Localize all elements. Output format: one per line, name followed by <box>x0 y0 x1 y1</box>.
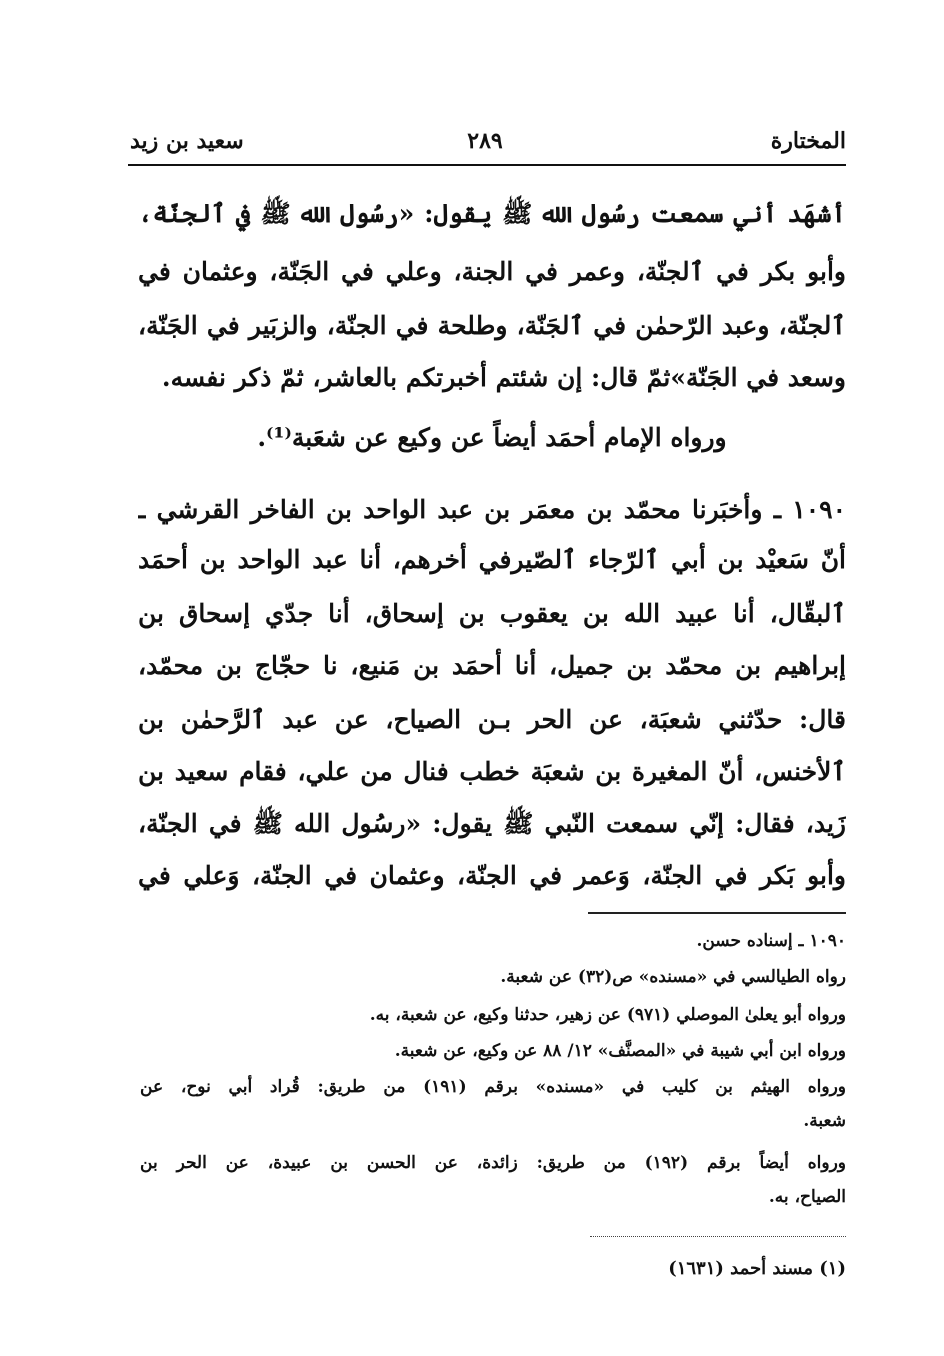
reference-separator <box>590 1236 846 1237</box>
hadith-number-line: ١٠٩٠ ـ وأخبَرنا محمّد بن معمَر بن عبد الواحد بن الفاخر القرشي ـ <box>138 495 846 524</box>
body-line: زَيد، فقال: إنّي سمعت النّبي ﷺ يقول: «رسُول الله ﷺ في الجنّة، <box>138 809 846 838</box>
running-title-chapter: سعيد بن زيد <box>130 128 244 154</box>
footnote-line: رواه الطيالسي في «مسنده» ص(٣٢) عن شعبة. <box>500 967 846 987</box>
footnote-line: ١٠٩٠ ـ إسناده حسن. <box>696 931 846 951</box>
footnote-line: ورواه ابن أبي شيبة في «المصنَّف» ١٢/ ٨٨ عن وكيع، عن شعبة. <box>394 1041 846 1061</box>
body-line: أشهَد أني سمعت رسُول الله ﷺ يقول: «رسُول الله ﷺ في ٱلجنّة، <box>138 199 846 228</box>
body-line: إبراهيم بن محمّد بن جميل، أنا أحمَد بن مَنيع، نا حجّاج بن محمّد، <box>138 651 846 680</box>
footnote-line: شعبة. <box>803 1111 846 1131</box>
footnote-line: ورواه أيضاً برقم (١٩٢) من طريق: زائدة، عن الحسن بن عبيدة، عن الحر بن <box>140 1153 846 1173</box>
page-number: ٢٨٩ <box>467 128 503 154</box>
body-line: قال: حدّثني شعبَة، عن الحر بـن الصياح، عن عبد ٱلرَّحمٰن بن <box>138 705 846 734</box>
header-rule <box>128 164 846 166</box>
body-line: وسعد في الجَنّة»ثمّ قال: إن شئتم أخبرتكم بالعاشر، ثمّ ذكر نفسه. <box>161 363 846 392</box>
body-line: ٱلبقّال، أنا عبيد الله بن يعقوب بن إسحاق، أنا جدّي إسحاق بن <box>138 599 846 628</box>
body-line: ورواه الإمام أحمَد أيضاً عن وكيع عن شعَبة⁽¹⁾. <box>257 423 727 452</box>
reference-footnote: (١) مسند أحمد (١٦٣١) <box>668 1258 846 1279</box>
body-line: ٱلأخنس، أنّ المغيرة بن شعبَة خطب فنال من علي، فقام سعيد بن <box>138 757 846 786</box>
body-line: أنّ سَعيْد بن أبي ٱلرّجاء ٱلصّيرفي أخرهم، أنا عبد الواحد بن أحمَد <box>138 545 846 574</box>
body-line: وأبو بَكر في الجنّة، وَعمر في الجنّة، وعثمان في الجنّة، وَعلي في <box>138 861 846 890</box>
running-title-book: المختارة <box>770 128 846 154</box>
footnote-separator <box>588 912 846 914</box>
footnote-line: ورواه أبو يعلىٰ الموصلي (٩٧١) عن زهير، حدثنا وكيع، عن شعبة، به. <box>369 1005 846 1025</box>
body-line: وأبو بكر في ٱلجنّة، وعمر في الجنة، وعلي في الجَنّة، وعثمان في <box>138 257 846 286</box>
footnote-line: ورواه الهيثم بن كليب في «مسنده» برقم (١٩١) من طريق: قُراد أبي نوح، عن <box>140 1077 846 1097</box>
footnote-line: الصياح، به. <box>768 1187 846 1207</box>
body-line: ٱلجنّة، وعبد الرّحمٰن في ٱلجَنّة، وطلحة في الجنّة، والزبَير في الجَنّة، <box>138 311 846 340</box>
